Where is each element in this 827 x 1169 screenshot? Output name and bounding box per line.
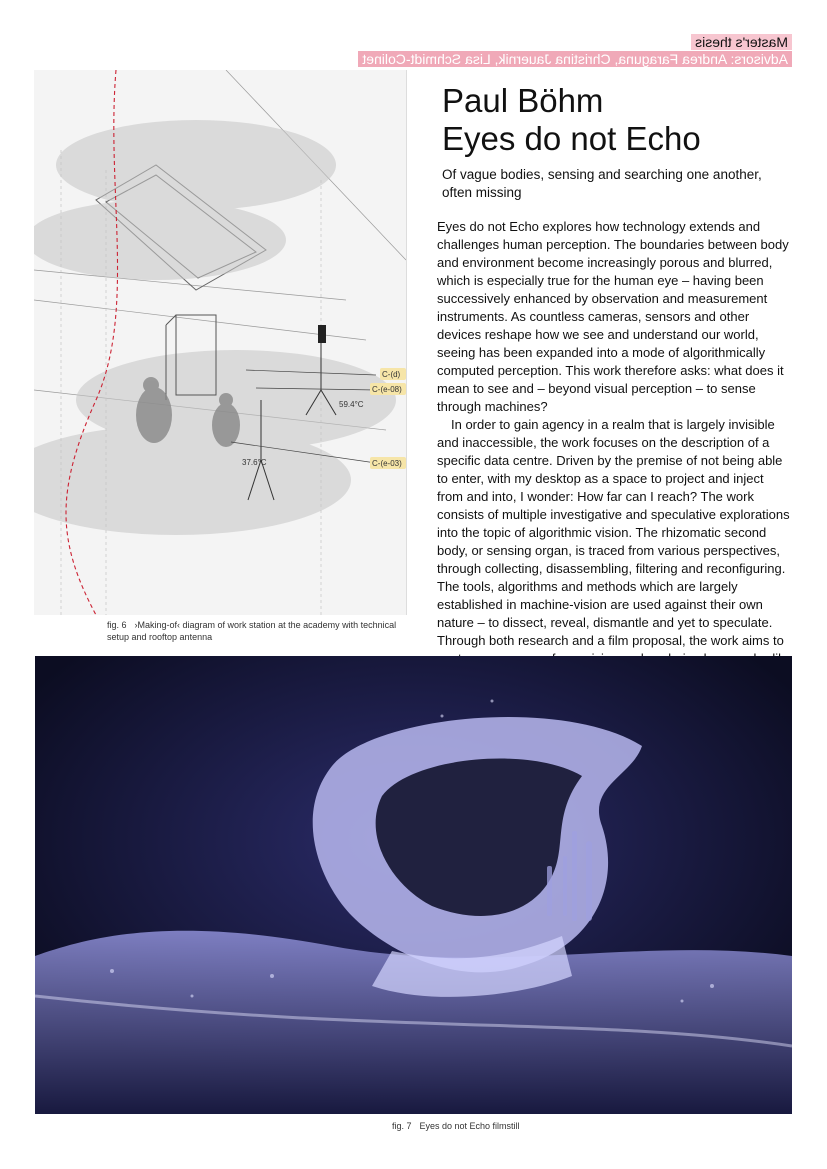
work-title: Eyes do not Echo (442, 120, 701, 157)
figure-6-caption-text: ›Making-of‹ diagram of work station at the academy with technical setup and rooftop antenna (107, 620, 397, 642)
figure-7-caption-text: Eyes do not Echo filmstill (419, 1121, 520, 1131)
body-text (437, 218, 792, 686)
annotation-c-e-03: C-(e-03) (372, 459, 402, 468)
temperature-reading-2: 37.6°C (242, 458, 267, 467)
advisors: Advisors: Andrea Faraguna, Christina Jauernik, Lisa Schmidt-Colinet (32, 51, 792, 68)
lede-text: Of vague bodies, sensing and searching one another, often missing (442, 167, 762, 200)
body-paragraph: Eyes do not Echo explores how technology extends and challenges human perception. The boundaries between body and environment become increasingly porous and blurred, which is especially true for the human eye – having been successively enhanced by observation and measurement instruments. As countless cameras, sensors and other devices reshape how we see and understand our world, seeing has been expanded into a mode of algorithmically computed perception. This work therefore asks: what does it mean to see and – beyond visual perception – to sense through machines? (437, 219, 789, 414)
annotation-c-e-08: C-(e-08) (372, 385, 402, 394)
figure-6-diagram (34, 70, 407, 615)
figure-7-caption (392, 1120, 792, 1132)
figure-7-label: fig. 7 (392, 1121, 412, 1131)
annotation-c-d: C-(d) (382, 370, 401, 379)
title-block (442, 82, 792, 158)
page-header (32, 34, 792, 68)
thesis-type: Master's thesis (32, 34, 792, 51)
figure-6-caption (107, 619, 407, 643)
figure-6-label: fig. 6 (107, 620, 127, 630)
figure-7-filmstill (35, 656, 792, 1114)
body-paragraph: In order to gain agency in a realm that is largely invisible and inaccessible, the work focuses on the description of a specific data centre. Driven by the premise of not being able to enter, with my desktop as a space to project and inject from and into, I wonder: How far can I reach? The work consists of multiple investigative and speculative explorations into the topic of algorithmic vision. The rhizomatic second body, or sensing organ, is traced from various perspectives, through collecting, disassembling, filtering and reconfiguring. The tools, algorithms and methods which are largely established in machine-vision are used against their own nature – to dissect, reveal, dismantle and yet to speculate. Through both research and a film proposal, the work aims to (437, 417, 790, 648)
author-name: Paul Böhm (442, 82, 604, 119)
temperature-reading-1: 59.4°C (339, 400, 364, 409)
